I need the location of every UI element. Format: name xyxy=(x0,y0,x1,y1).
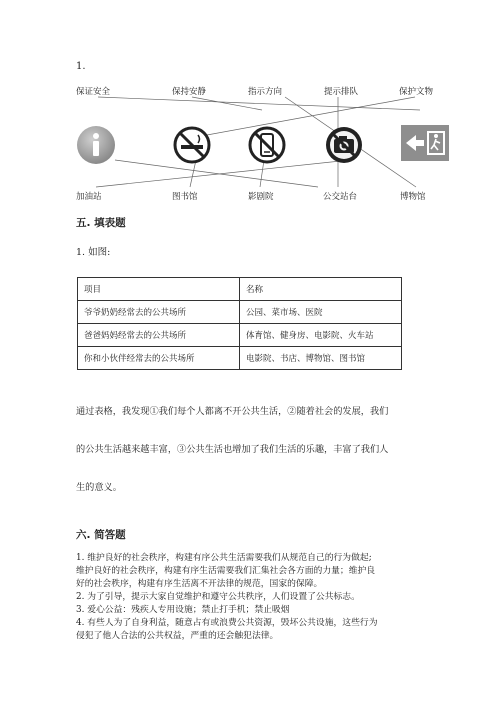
table-header-row xyxy=(78,278,402,301)
table-cell: 公园、菜市场、医院 xyxy=(240,301,402,324)
answer-line-2: 维护良好的社会秩序，构建有序生活需要我们汇集社会各方面的力量；维护良 xyxy=(76,566,376,576)
top-label-3: 指示方向 xyxy=(248,87,283,97)
table-cell: 爷爷奶奶经常去的公共场所 xyxy=(78,301,240,324)
bottom-label-4: 公交站台 xyxy=(323,192,358,202)
bottom-label-5: 博物馆 xyxy=(400,192,426,202)
paragraph-line-2: 的公共生活越来越丰富，③公共生活也增加了我们生活的乐趣，丰富了我们人 xyxy=(76,444,389,455)
top-label-4: 提示排队 xyxy=(324,87,359,97)
answer-line-1: 1. 维护良好的社会秩序，构建有序公共生活需要我们从规范自己的行为做起; xyxy=(76,553,372,563)
bottom-label-1: 加油站 xyxy=(76,192,102,202)
answer-line-6: 4. 有些人为了自身利益，随意占有或浪费公共资源，毁坏公共设施，这些行为 xyxy=(76,618,378,628)
section5-title: 五. 填表题 xyxy=(76,217,126,229)
bottom-label-2: 图书馆 xyxy=(172,192,198,202)
table-row xyxy=(78,324,402,347)
no-smoking-icon xyxy=(172,125,212,165)
table-row xyxy=(78,301,402,324)
top-label-1: 保证安全 xyxy=(76,87,111,97)
table-row xyxy=(78,347,402,370)
question-number: 1. xyxy=(76,61,86,72)
answer-line-3: 好的社会秩序，构建有序生活离不开法律的规范，国家的保障。 xyxy=(76,579,323,589)
matching-lines xyxy=(0,0,500,210)
section6-title: 六. 简答题 xyxy=(76,529,126,541)
figure-label: 1. 如图: xyxy=(76,247,111,258)
answer-line-4: 2. 为了引导，提示大家自觉维护和遵守公共秩序，人们设置了公共标志。 xyxy=(76,592,360,602)
no-phone-icon xyxy=(247,125,287,165)
info-sign-icon xyxy=(76,125,116,165)
bottom-label-3: 影剧院 xyxy=(248,192,274,202)
top-label-2: 保持安静 xyxy=(172,87,207,97)
exit-sign-icon xyxy=(401,125,449,161)
table-cell: 你和小伙伴经常去的公共场所 xyxy=(78,347,240,370)
paragraph-line-3: 生的意义。 xyxy=(76,482,122,493)
table-header-cell: 名称 xyxy=(240,278,402,301)
no-camera-icon xyxy=(324,125,364,165)
table-cell: 电影院、书店、博物馆、图书馆 xyxy=(240,347,402,370)
public-places-table xyxy=(77,277,402,370)
answer-line-7: 侵犯了他人合法的公共权益，严重的还会触犯法律。 xyxy=(76,631,279,641)
answer-line-5: 3. 爱心公益：残疾人专用设施；禁止打手机；禁止吸烟 xyxy=(76,605,290,615)
top-label-5: 保护文物 xyxy=(399,87,434,97)
table-header-cell: 项目 xyxy=(78,278,240,301)
table-cell: 爸爸妈妈经常去的公共场所 xyxy=(78,324,240,347)
paragraph-line-1: 通过表格，我发现①我们每个人都离不开公共生活，②随着社会的发展，我们 xyxy=(76,406,389,417)
table-cell: 体育馆、健身房、电影院、火车站 xyxy=(240,324,402,347)
